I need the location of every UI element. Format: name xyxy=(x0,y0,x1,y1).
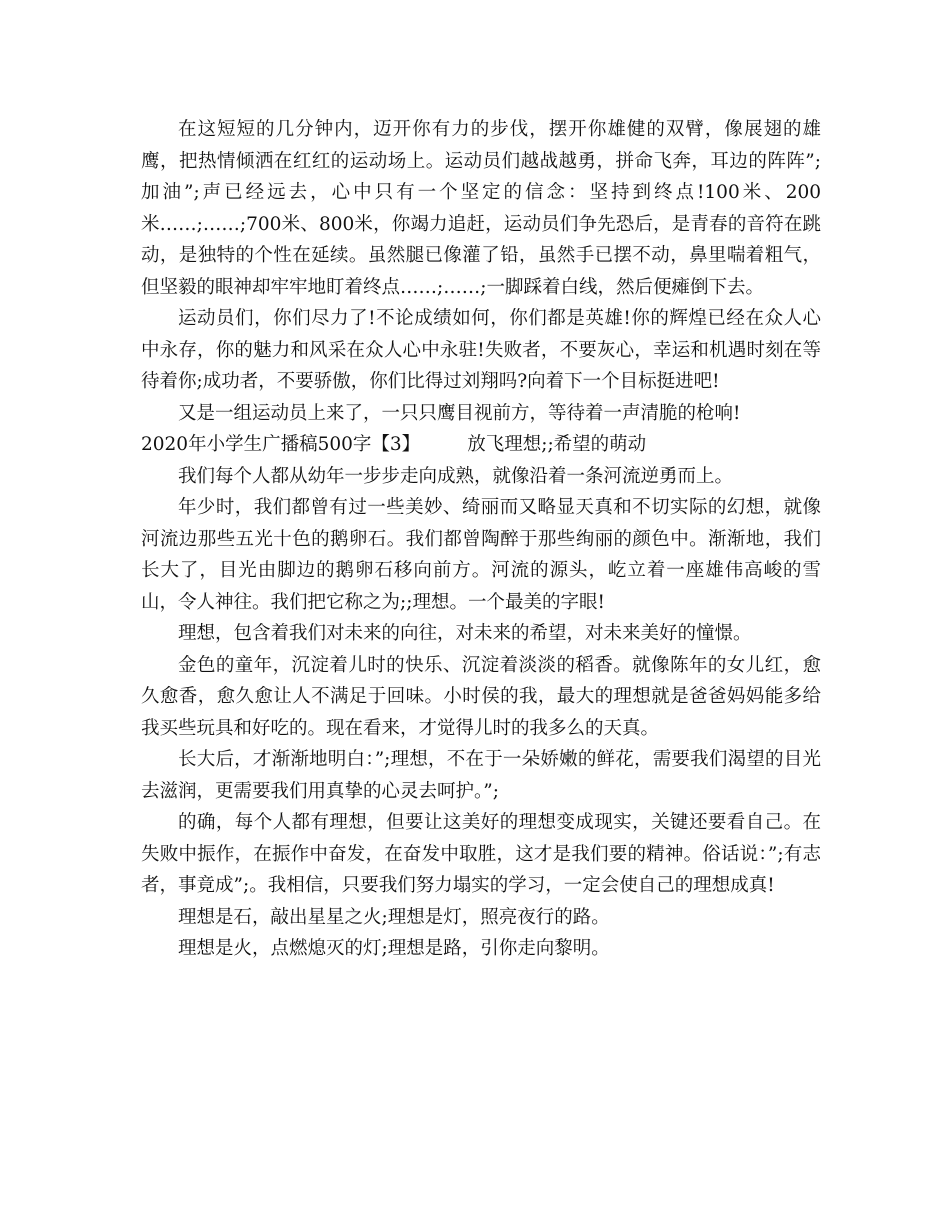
document-body xyxy=(141,114,821,965)
paragraph: 金色的童年，沉淀着儿时的快乐、沉淀着淡淡的稻香。就像陈年的女儿红，愈久愈香，愈久愈让人不满足于回味。小时侯的我，最大的理想就是爸爸妈妈能多给我买些玩具和好吃的。现在看来，才觉得儿时的我多么的天真。 xyxy=(141,654,821,739)
paragraph: 年少时，我们都曾有过一些美妙、绮丽而又略显天真和不切实际的幻想，就像河流边那些五光十色的鹅卵石。我们都曾陶醉于那些绚丽的颜色中。渐渐地，我们长大了，目光由脚边的鹅卵石移向前方。河流的源头，屹立着一座雄伟高峻的雪山，令人神往。我们把它称之为;;理想。一个最美的字眼! xyxy=(141,497,821,613)
paragraph: 理想是石，敲出星星之火;理想是灯，照亮夜行的路。 xyxy=(178,906,610,928)
paragraph: 运动员们，你们尽力了!不论成绩如何，你们都是英雄!你的辉煌已经在众人心中永存，你的魅力和风采在众人心中永驻!失败者，不要灰心，幸运和机遇时刻在等待着你;成功者，不要骄傲，你们比得过刘翔吗?向着下一个目标挺进吧! xyxy=(141,308,821,392)
paragraph: 的确，每个人都有理想，但要让这美好的理想变成现实，关键还要看自己。在失败中振作，在振作中奋发，在奋发中取胜，这才是我们要的精神。俗话说：”;有志者，事竟成”;。我相信，只要我们努力塌实的学习，一定会使自己的理想成真! xyxy=(141,812,821,896)
paragraph: 在这短短的几分钟内，迈开你有力的步伐，摆开你雄健的双臂，像展翅的雄鹰，把热情倾洒在红红的运动场上。运动员们越战越勇，拼命飞奔，耳边的阵阵”;加油”;声已经远去，心中只有一个坚定的信念：坚持到终点!100米、200米……;……;700米、800米，你竭力追赶，运动员们争先恐后，是青春的音符在跳动，是独特的个性在延续。虽然腿已像灌了铅，虽然手已摆不动，鼻里喘着粗气，但坚毅的眼神却牢牢地盯着终点……;……;一脚踩着白线，然后便瘫倒下去。 xyxy=(141,119,821,298)
paragraph: 又是一组运动员上来了，一只只鹰目视前方，等待着一声清脆的枪响! xyxy=(178,402,741,424)
paragraph: 长大后，才渐渐地明白：”;理想，不在于一朵娇嫩的鲜花，需要我们渴望的目光去滋润，更需要我们用真挚的心灵去呵护。”; xyxy=(141,749,821,802)
paragraph: 我们每个人都从幼年一步步走向成熟，就像沿着一条河流逆勇而上。 xyxy=(178,465,734,487)
section-heading: 2020年小学生广播稿500字【3】 放飞理想;;希望的萌动 xyxy=(141,434,647,455)
paragraph: 理想是火，点燃熄灭的灯;理想是路，引你走向黎明。 xyxy=(178,938,610,959)
paragraph: 理想，包含着我们对未来的向往，对未来的希望，对未来美好的憧憬。 xyxy=(178,623,752,644)
